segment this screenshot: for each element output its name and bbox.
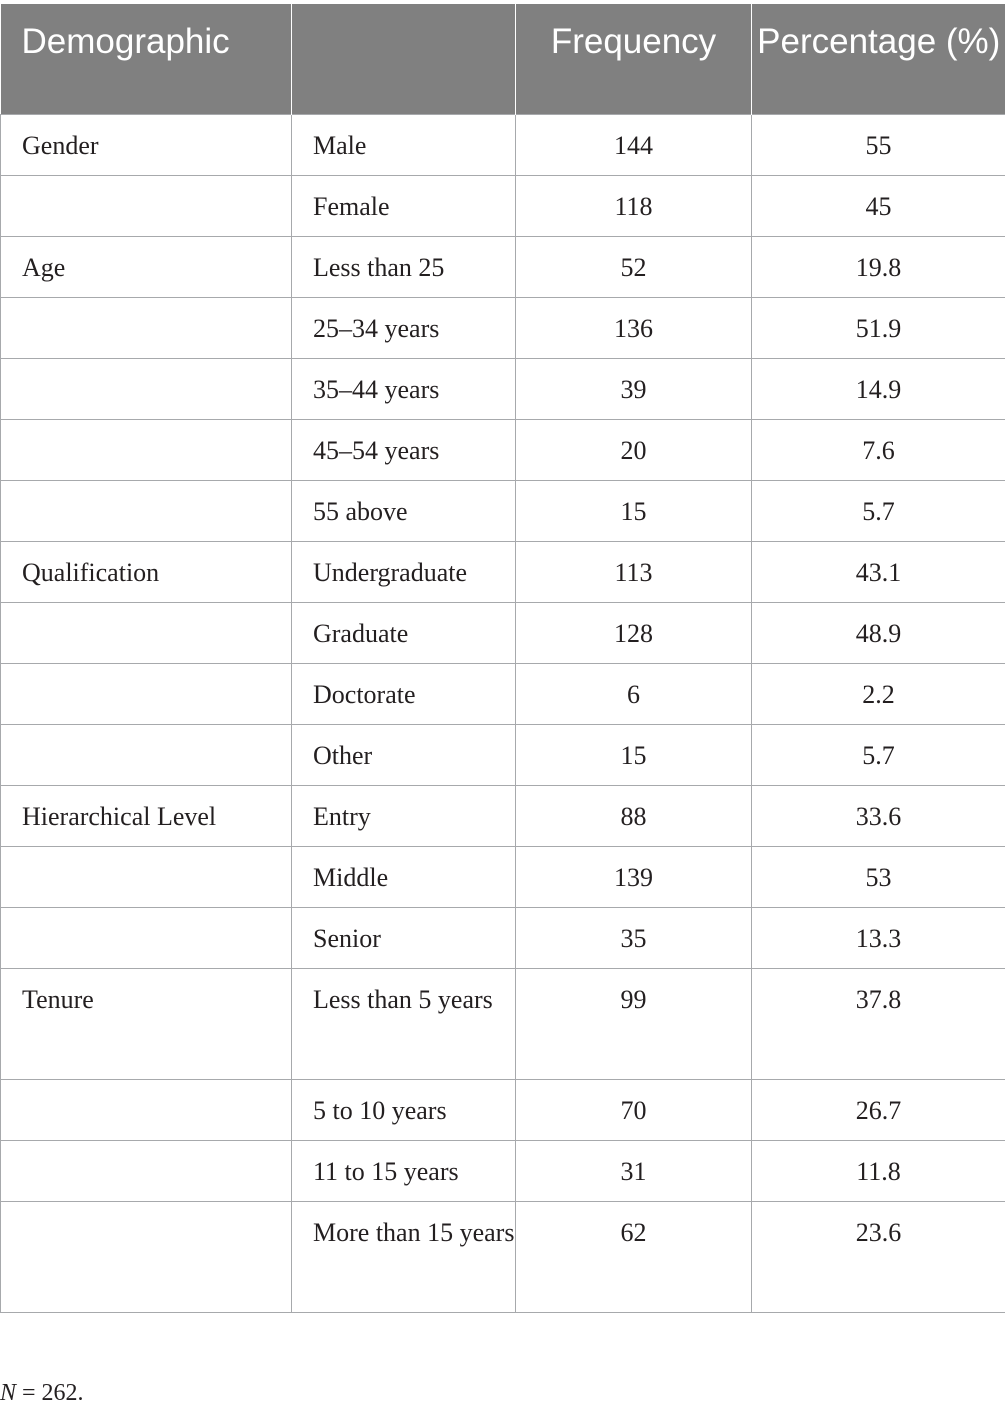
frequency-cell: 15	[516, 481, 752, 542]
percentage-cell: 45	[752, 176, 1005, 237]
header-frequency: Frequency	[516, 4, 752, 115]
demographics-table	[0, 4, 1005, 1313]
category-cell: Senior	[292, 908, 516, 969]
note-text: = 262.	[16, 1380, 84, 1406]
category-cell: Other	[292, 725, 516, 786]
category-cell: 35–44 years	[292, 359, 516, 420]
table-row	[1, 603, 1005, 664]
frequency-cell: 35	[516, 908, 752, 969]
percentage-cell: 48.9	[752, 603, 1005, 664]
category-cell: 55 above	[292, 481, 516, 542]
demographic-cell	[1, 664, 292, 725]
percentage-cell: 13.3	[752, 908, 1005, 969]
percentage-cell: 19.8	[752, 237, 1005, 298]
demographic-cell	[1, 298, 292, 359]
percentage-cell: 5.7	[752, 725, 1005, 786]
frequency-cell: 6	[516, 664, 752, 725]
table-row	[1, 664, 1005, 725]
category-cell: Male	[292, 115, 516, 176]
percentage-cell: 23.6	[752, 1202, 1005, 1313]
frequency-cell: 128	[516, 603, 752, 664]
header-category	[292, 4, 516, 115]
percentage-cell: 26.7	[752, 1080, 1005, 1141]
table-row	[1, 298, 1005, 359]
demographic-cell: Qualification	[1, 542, 292, 603]
header-row	[1, 4, 1005, 115]
frequency-cell: 39	[516, 359, 752, 420]
percentage-cell: 11.8	[752, 1141, 1005, 1202]
percentage-cell: 55	[752, 115, 1005, 176]
category-cell: 45–54 years	[292, 420, 516, 481]
table-row	[1, 542, 1005, 603]
header-demographic: Demographic	[1, 4, 292, 115]
percentage-cell: 51.9	[752, 298, 1005, 359]
table-row	[1, 176, 1005, 237]
table-body	[1, 115, 1005, 1313]
note-symbol: N	[0, 1380, 17, 1406]
demographic-cell	[1, 1141, 292, 1202]
demographic-cell	[1, 481, 292, 542]
table-row	[1, 1141, 1005, 1202]
demographic-cell: Tenure	[1, 969, 292, 1080]
table-row	[1, 1080, 1005, 1141]
table-row	[1, 237, 1005, 298]
percentage-cell: 7.6	[752, 420, 1005, 481]
frequency-cell: 136	[516, 298, 752, 359]
table-row	[1, 420, 1005, 481]
table-row	[1, 359, 1005, 420]
header-percentage: Percentage (%)	[752, 4, 1005, 115]
demographic-cell	[1, 359, 292, 420]
frequency-cell: 52	[516, 237, 752, 298]
demographic-cell	[1, 603, 292, 664]
table-note	[0, 1380, 84, 1407]
category-cell: Entry	[292, 786, 516, 847]
frequency-cell: 62	[516, 1202, 752, 1313]
frequency-cell: 15	[516, 725, 752, 786]
frequency-cell: 118	[516, 176, 752, 237]
category-cell: Middle	[292, 847, 516, 908]
table-row	[1, 786, 1005, 847]
frequency-cell: 99	[516, 969, 752, 1080]
demographic-cell	[1, 847, 292, 908]
frequency-cell: 70	[516, 1080, 752, 1141]
demographic-cell	[1, 1202, 292, 1313]
category-cell: Graduate	[292, 603, 516, 664]
demographic-cell	[1, 908, 292, 969]
frequency-cell: 113	[516, 542, 752, 603]
percentage-cell: 37.8	[752, 969, 1005, 1080]
demographic-cell	[1, 420, 292, 481]
frequency-cell: 144	[516, 115, 752, 176]
category-cell: Female	[292, 176, 516, 237]
category-cell: Less than 5 years	[292, 969, 516, 1080]
table-row	[1, 847, 1005, 908]
table-row	[1, 969, 1005, 1080]
percentage-cell: 5.7	[752, 481, 1005, 542]
category-cell: 11 to 15 years	[292, 1141, 516, 1202]
table-row	[1, 1202, 1005, 1313]
percentage-cell: 2.2	[752, 664, 1005, 725]
table-row	[1, 115, 1005, 176]
table-row	[1, 481, 1005, 542]
frequency-cell: 31	[516, 1141, 752, 1202]
table-row	[1, 725, 1005, 786]
frequency-cell: 20	[516, 420, 752, 481]
demographic-cell: Hierarchical Level	[1, 786, 292, 847]
category-cell: 25–34 years	[292, 298, 516, 359]
demographic-cell: Gender	[1, 115, 292, 176]
percentage-cell: 43.1	[752, 542, 1005, 603]
percentage-cell: 53	[752, 847, 1005, 908]
category-cell: More than 15 years	[292, 1202, 516, 1313]
demographic-cell: Age	[1, 237, 292, 298]
category-cell: Doctorate	[292, 664, 516, 725]
percentage-cell: 33.6	[752, 786, 1005, 847]
demographic-cell	[1, 725, 292, 786]
category-cell: Undergraduate	[292, 542, 516, 603]
frequency-cell: 139	[516, 847, 752, 908]
category-cell: Less than 25	[292, 237, 516, 298]
table-row	[1, 908, 1005, 969]
category-cell: 5 to 10 years	[292, 1080, 516, 1141]
percentage-cell: 14.9	[752, 359, 1005, 420]
demographic-cell	[1, 176, 292, 237]
frequency-cell: 88	[516, 786, 752, 847]
demographic-cell	[1, 1080, 292, 1141]
